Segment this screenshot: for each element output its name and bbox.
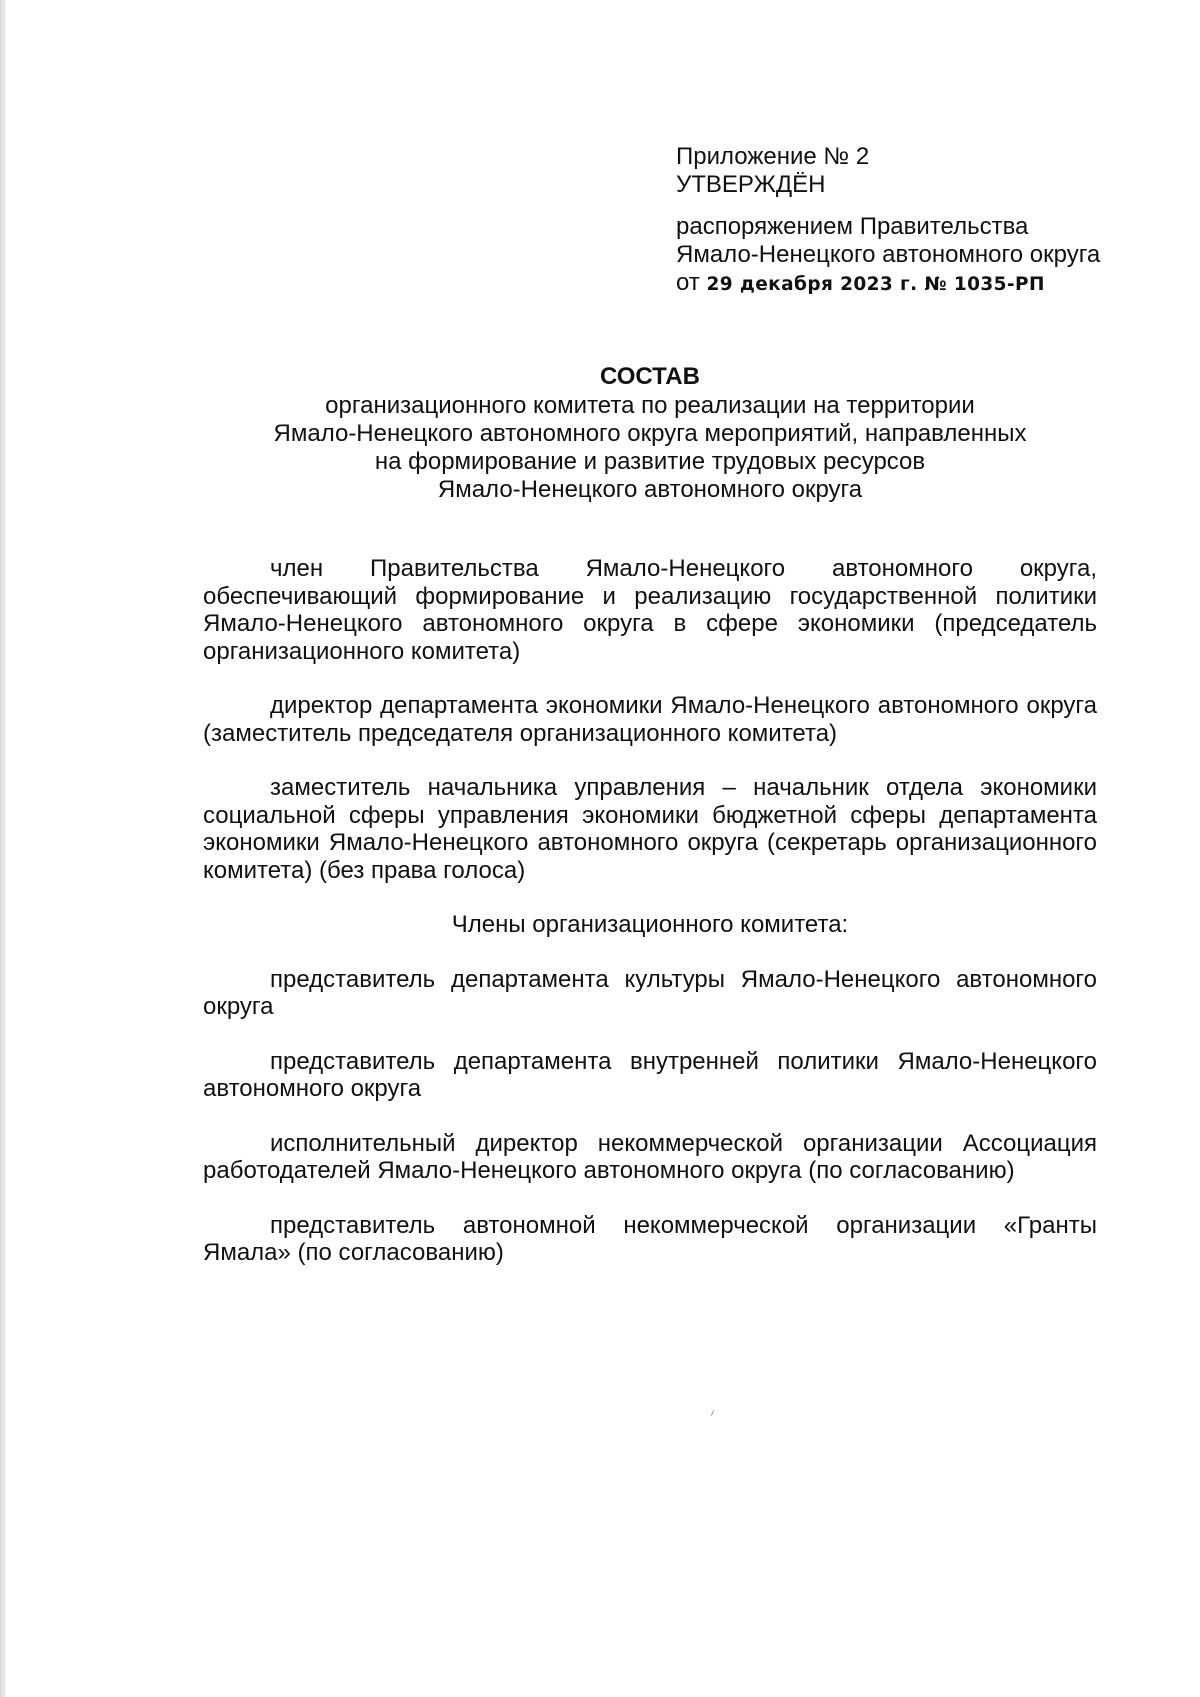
- title-line: организационного комитета по реализации на территории: [325, 392, 975, 419]
- date-prefix: от: [676, 269, 700, 296]
- members-heading: Члены организационного комитета:: [451, 911, 849, 938]
- member-entry: представитель департамента внутренней политики Ямало-Ненецкого автономного округа: [203, 1047, 1097, 1102]
- approval-issuer-region: Ямало-Ненецкого автономного округа: [676, 241, 1101, 268]
- document-title: [200, 362, 1100, 504]
- title-heading: СОСТАВ: [600, 363, 700, 390]
- secretary-entry: заместитель начальника управления – начальник отдела экономики социальной сферы управления экономики бюджетной сферы департамента экономики Ямало-Ненецкого автономного округа (секретарь организационного комитета) (без права голоса): [203, 774, 1097, 884]
- scan-left-edge: [0, 0, 6, 1697]
- deputy-chairman-entry: директор департамента экономики Ямало-Ненецкого автономного округа (заместитель председателя организационного комитета): [203, 692, 1097, 747]
- member-entry: представитель департамента культуры Ямало-Ненецкого автономного округа: [203, 965, 1097, 1020]
- member-entry: исполнительный директор некоммерческой организации Ассоциация работодателей Ямало-Ненецкого автономного округа (по согласованию): [203, 1129, 1097, 1184]
- title-line: Ямало-Ненецкого автономного округа: [437, 476, 863, 503]
- chairman-entry: член Правительства Ямало-Ненецкого автономного округа, обеспечивающий формирование и реализацию государственной политики Ямало-Ненецкого автономного округа в сфере экономики (председатель организационного комитета): [203, 555, 1097, 665]
- scan-speck: [711, 1410, 714, 1416]
- committee-composition: [203, 555, 1097, 1294]
- approved-label: УТВЕРЖДЁН: [676, 171, 826, 198]
- title-line: Ямало-Ненецкого автономного округа мероприятий, направленных: [273, 420, 1027, 447]
- order-date-number: 29 декабря 2023 г. № 1035-РП: [706, 274, 1045, 295]
- approval-block: [676, 143, 1100, 299]
- member-entry: представитель автономной некоммерческой организации «Гранты Ямала» (по согласованию): [203, 1211, 1097, 1266]
- approval-issuer: распоряжением Правительства: [676, 213, 1029, 240]
- appendix-number: Приложение № 2: [676, 143, 870, 170]
- title-line: на формирование и развитие трудовых ресурсов: [374, 448, 926, 475]
- approval-date-line: [676, 269, 1100, 299]
